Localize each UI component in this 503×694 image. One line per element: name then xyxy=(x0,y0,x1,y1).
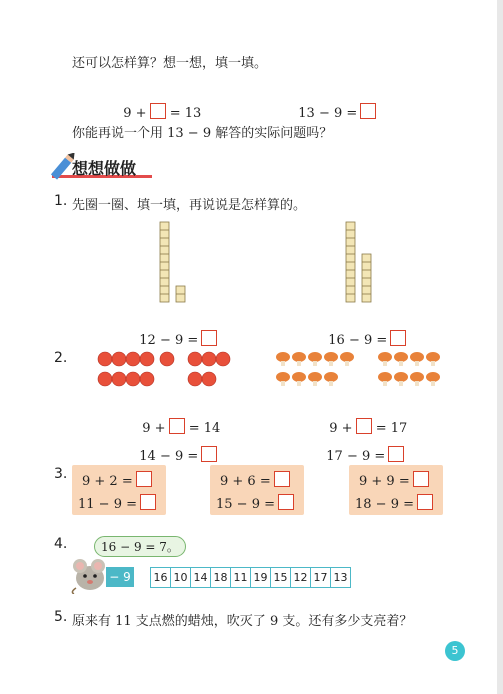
answer-box[interactable] xyxy=(274,471,290,487)
intro-equation-1: 9 + = 13 xyxy=(115,88,201,121)
operation-label: − 9 xyxy=(106,567,134,587)
answer-box[interactable] xyxy=(390,330,406,346)
section-header xyxy=(50,153,170,183)
answer-box[interactable] xyxy=(360,103,376,119)
mushroom-group-icon xyxy=(275,349,450,389)
q1-text: 先圈一圈、填一填，再说说是怎样算的。 xyxy=(72,198,307,213)
number-cell: 16 xyxy=(151,568,171,587)
number-cell: 10 xyxy=(171,568,191,587)
intro-text: 还可以怎样算？想一想，填一填。 xyxy=(72,56,268,71)
number-cell: 12 xyxy=(291,568,311,587)
q5-text: 原来有 11 支点燃的蜡烛，吹灭了 9 支。还有多少支亮着？ xyxy=(72,614,413,629)
intro-equation-2: 13 − 9 = xyxy=(290,88,376,121)
page-number: 5 xyxy=(445,641,465,661)
answer-box[interactable] xyxy=(278,494,294,510)
answer-box[interactable] xyxy=(150,103,166,119)
answer-box[interactable] xyxy=(201,330,217,346)
number-cell: 17 xyxy=(311,568,331,587)
number-cell: 19 xyxy=(251,568,271,587)
q3-card: 9 + 9 = 18 − 9 = xyxy=(349,465,443,515)
mouse-icon xyxy=(68,552,110,594)
q2-equation-right-2: 17 − 9 = xyxy=(318,431,404,464)
answer-box[interactable] xyxy=(136,471,152,487)
block-tens-rod-icon xyxy=(338,218,388,306)
answer-box[interactable] xyxy=(140,494,156,510)
answer-box[interactable] xyxy=(388,446,404,462)
number-cell: 18 xyxy=(211,568,231,587)
number-strip xyxy=(150,567,351,588)
q1-equation-right: 16 − 9 = xyxy=(320,315,406,348)
number-cell: 13 xyxy=(331,568,350,587)
speech-bubble: 16 − 9 = 7。 xyxy=(94,536,186,557)
number-cell: 11 xyxy=(231,568,251,587)
number-cell: 14 xyxy=(191,568,211,587)
q3-card: 9 + 6 = 15 − 9 = xyxy=(210,465,304,515)
answer-box[interactable] xyxy=(201,446,217,462)
section-title: 想想做做 xyxy=(72,159,137,178)
q1-equation-left: 12 − 9 = xyxy=(131,315,217,348)
question-number: 3. xyxy=(54,466,68,482)
question-number: 4. xyxy=(54,536,68,552)
q3-card: 9 + 2 = 11 − 9 = xyxy=(72,465,166,515)
strawberry-group-icon xyxy=(95,347,245,391)
q2-equation-right-1: 9 + = 17 xyxy=(321,403,407,436)
page-edge xyxy=(497,0,503,694)
intro-question: 你能再说一个用 13 − 9 解答的实际问题吗？ xyxy=(72,126,333,141)
answer-box[interactable] xyxy=(413,471,429,487)
q2-equation-left-1: 9 + = 14 xyxy=(134,403,220,436)
question-number: 1. xyxy=(54,193,68,209)
answer-box[interactable] xyxy=(417,494,433,510)
question-number: 5. xyxy=(54,609,68,625)
question-number: 2. xyxy=(54,350,68,366)
block-tens-rod-icon xyxy=(150,218,200,306)
number-cell: 15 xyxy=(271,568,291,587)
q2-equation-left-2: 14 − 9 = xyxy=(131,431,217,464)
